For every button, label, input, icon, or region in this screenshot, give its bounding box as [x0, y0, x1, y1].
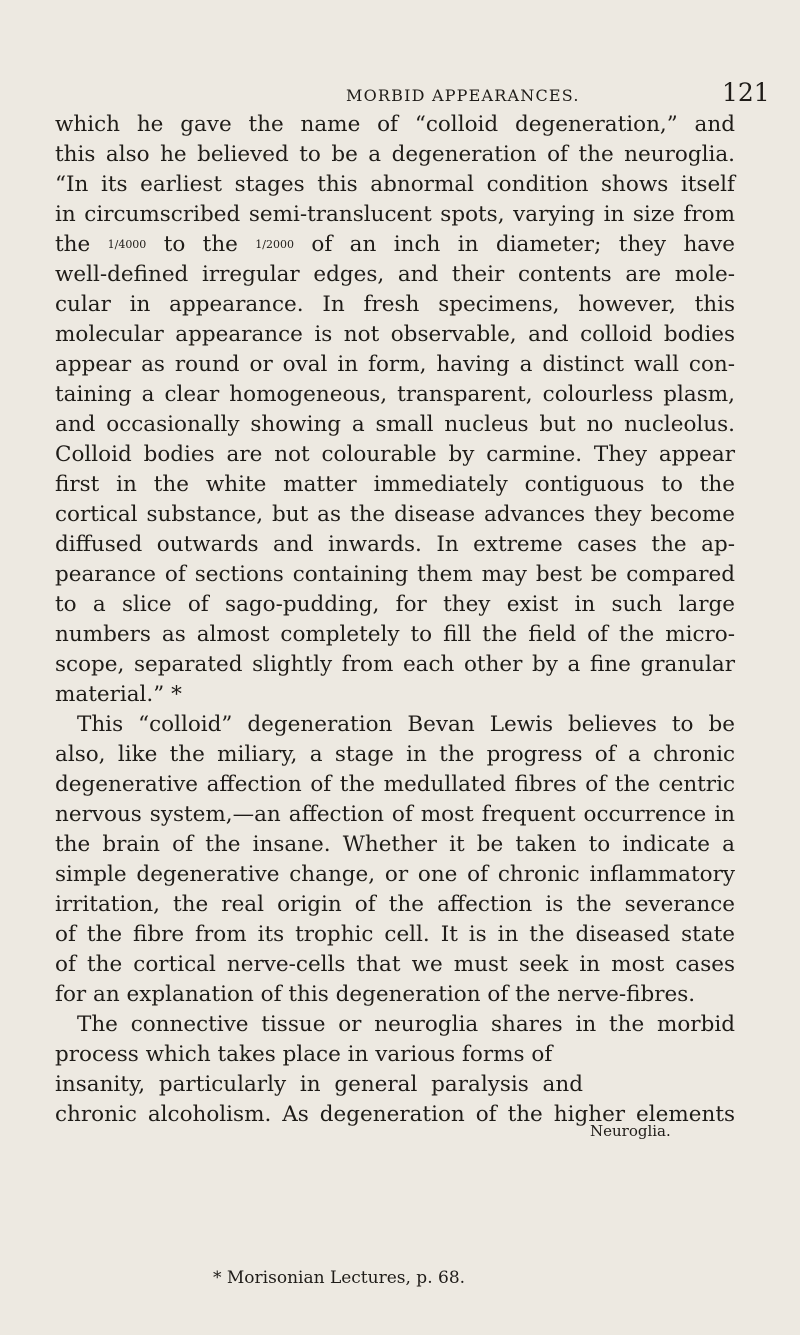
- text-span: the: [55, 232, 108, 257]
- text-line: this also he believed to be a degeneration of the neuroglia.: [55, 142, 735, 167]
- text-line: of the cortical nerve-cells that we must seek in most cases: [55, 952, 735, 977]
- text-line: cortical substance, but as the disease advances they become: [55, 502, 735, 527]
- page-header: [0, 78, 800, 108]
- text-line: material.” *: [55, 682, 182, 707]
- text-line: cular in appearance. In fresh specimens, however, this: [55, 292, 735, 317]
- text-line: also, like the miliary, a stage in the progress of a chronic: [55, 742, 735, 767]
- running-head: MORBID APPEARANCES.: [346, 86, 580, 105]
- text-line: nervous system,—an affection of most frequent occurrence in: [55, 802, 735, 827]
- text-line: the brain of the insane. Whether it be taken to indicate a: [55, 832, 735, 857]
- text-line: taining a clear homogeneous, transparent, colourless plasm,: [55, 382, 735, 407]
- fraction: 1/2000: [255, 238, 294, 251]
- text-line: degenerative affection of the medullated fibres of the centric: [55, 772, 735, 797]
- text-line: first in the white matter immediately contiguous to the: [55, 472, 735, 497]
- text-line: to a slice of sago-pudding, for they exist in such large: [55, 592, 735, 617]
- text-line: which he gave the name of “colloid degeneration,” and: [55, 112, 735, 137]
- text-line: molecular appearance is not observable, and colloid bodies: [55, 322, 735, 347]
- text-line: in circumscribed semi-translucent spots, varying in size from: [55, 202, 735, 227]
- text-span: to the: [146, 232, 256, 257]
- text-line: diffused outwards and inwards. In extreme cases the ap-: [55, 532, 735, 557]
- body-text: [55, 110, 735, 1130]
- text-line: The connective tissue or neuroglia shares in the morbid: [77, 1012, 735, 1037]
- text-line: irritation, the real origin of the affection is the severance: [55, 892, 735, 917]
- text-line: for an explanation of this degeneration of the nerve-fibres.: [55, 982, 696, 1007]
- text-line: and occasionally showing a small nucleus but no nucleolus.: [55, 412, 735, 437]
- text-line: simple degenerative change, or one of chronic inflammatory: [55, 862, 735, 887]
- text-span: of an inch in diameter; they have: [294, 232, 735, 257]
- text-line: appear as round or oval in form, having a distinct wall con-: [55, 352, 735, 377]
- text-line: Colloid bodies are not colourable by carmine. They appear: [55, 442, 735, 467]
- footnote: * Morisonian Lectures, p. 68.: [213, 1268, 466, 1288]
- text-line: process which takes place in various forms of: [55, 1042, 553, 1067]
- text-line: pearance of sections containing them may best be compared: [55, 562, 735, 587]
- page-number: 121: [722, 78, 770, 107]
- margin-note: Neuroglia.: [590, 1122, 671, 1140]
- text-line: [55, 230, 735, 260]
- text-line: numbers as almost completely to fill the field of the micro-: [55, 622, 735, 647]
- fraction: 1/4000: [107, 238, 147, 251]
- text-line: of the fibre from its trophic cell. It is in the diseased state: [55, 922, 735, 947]
- text-line: scope, separated slightly from each other by a fine granular: [55, 652, 735, 677]
- text-line: chronic alcoholism. As degeneration of the higher elements: [55, 1102, 735, 1127]
- text-line: well-defined irregular edges, and their contents are mole-: [55, 262, 735, 287]
- text-line: insanity, particularly in general paralysis and: [55, 1072, 583, 1097]
- text-line: “In its earliest stages this abnormal condition shows itself: [55, 172, 735, 197]
- text-line: This “colloid” degeneration Bevan Lewis believes to be: [77, 712, 735, 737]
